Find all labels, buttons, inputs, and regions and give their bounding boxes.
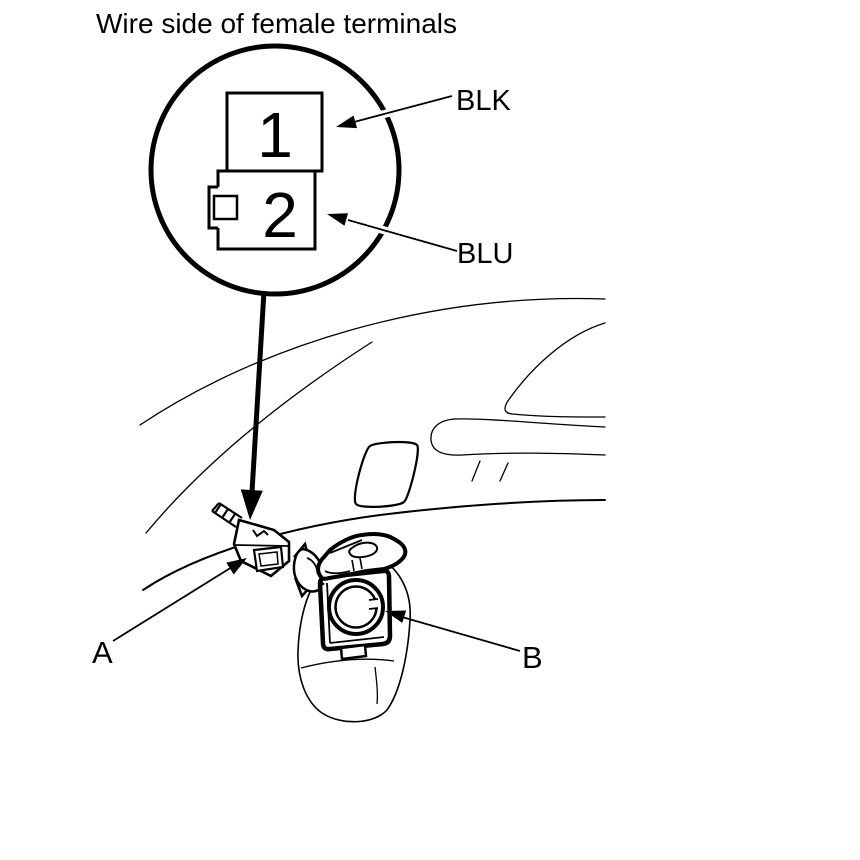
callout-b-label: B <box>522 640 543 675</box>
wire-color-blk-label: BLK <box>456 85 511 117</box>
terminal-1-number: 1 <box>257 99 293 171</box>
callout-a-label: A <box>92 635 113 670</box>
diagram-title: Wire side of female terminals <box>96 8 458 39</box>
wire-color-blu-label: BLU <box>457 238 514 270</box>
connector-opening <box>254 547 283 571</box>
bracket-bottom-tab <box>341 645 366 659</box>
terminal-2-box <box>209 171 315 251</box>
terminal-2-number: 2 <box>262 179 298 251</box>
terminal-1-box <box>227 93 322 171</box>
